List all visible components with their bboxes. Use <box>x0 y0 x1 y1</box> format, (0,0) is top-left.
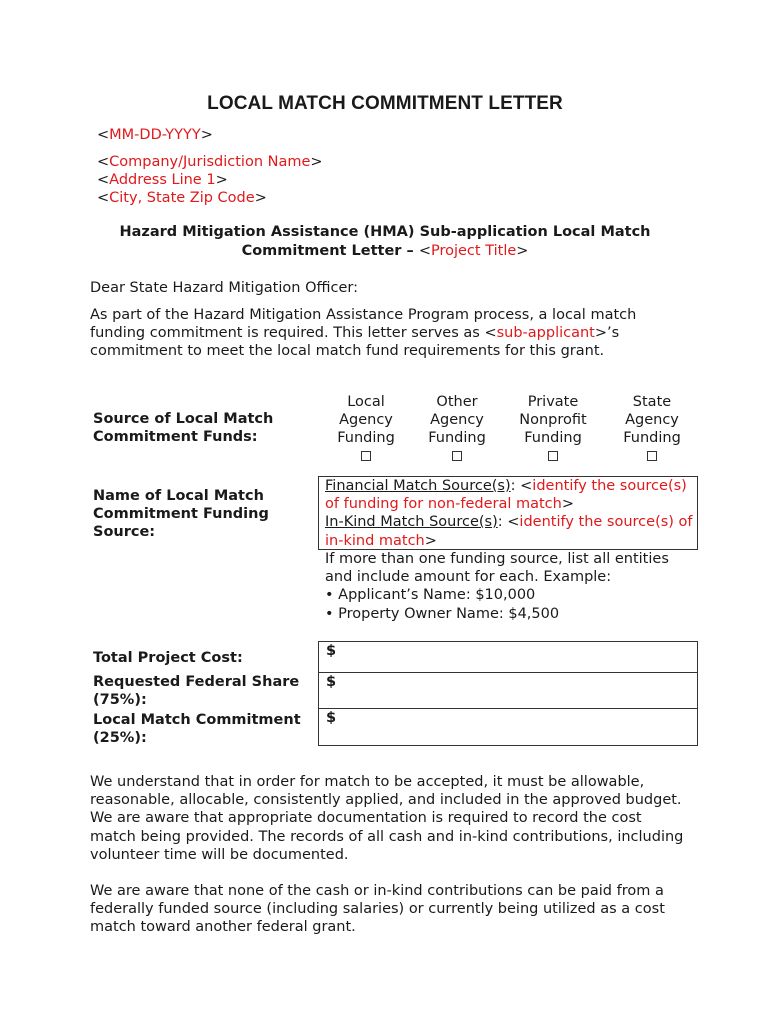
local-match-value: $ <box>326 710 337 726</box>
federal-source-paragraph: We are aware that none of the cash or in-kind contributions can be paid from a federally funded source (including salaries) or currently being utilized as a cost match toward another federal grant. <box>90 883 665 936</box>
option-line: Agency <box>430 412 484 428</box>
federal-share-value: $ <box>326 674 337 690</box>
option-line: Private <box>527 394 579 410</box>
funding-note <box>325 550 695 623</box>
option-line: Funding <box>428 430 486 446</box>
private-nonprofit-checkbox[interactable] <box>548 451 558 461</box>
example-item: • Property Owner Name: $4,500 <box>325 605 560 622</box>
address-city-line: <City, State Zip Code> <box>97 190 267 206</box>
document-title: LOCAL MATCH COMMITMENT LETTER <box>207 93 563 114</box>
option-line: Agency <box>339 412 393 428</box>
other-agency-checkbox[interactable] <box>452 451 462 461</box>
federal-share-label: Requested Federal Share (75%): <box>93 674 300 708</box>
option-line: Local <box>347 394 385 410</box>
option-line: Funding <box>524 430 582 446</box>
allowable-paragraph: We understand that in order for match to be accepted, it must be allowable, reasonable, allocable, consistently applied, and included in the approved budget. We are aware that appropriate documentation is required to record the cost match being provided. The records of all cash and in-kind contributions, including volunteer time will be documented. <box>90 774 684 863</box>
financial-source-label: Financial Match Source(s) <box>325 478 511 494</box>
total-cost-field[interactable] <box>318 641 698 673</box>
name-placeholder[interactable]: Company/Jurisdiction Name <box>109 154 311 170</box>
local-match-label: Local Match Commitment (25%): <box>93 712 301 746</box>
option-state-agency <box>607 393 697 466</box>
source-funds-label: Source of Local Match Commitment Funds: <box>93 411 274 445</box>
option-line: Agency <box>625 412 679 428</box>
option-line: State <box>632 394 672 410</box>
address-line1: <Address Line 1> <box>97 172 228 188</box>
local-match-field[interactable] <box>318 708 698 746</box>
funding-source-label: Name of Local Match Commitment Funding Source: <box>93 488 269 540</box>
local-agency-checkbox[interactable] <box>361 451 371 461</box>
funding-source-text: Financial Match Source(s): <identify the source(s) of funding for non-federal match> In-Kind Match Source(s): <identify the source(s) of in-kind match> <box>325 478 693 549</box>
salutation: Dear State Hazard Mitigation Officer: <box>90 280 358 296</box>
date-line: <MM-DD-YYYY> <box>97 127 213 143</box>
federal-share-field[interactable] <box>318 672 698 709</box>
address-line1-placeholder[interactable]: Address Line 1 <box>109 172 216 188</box>
subject-heading: Hazard Mitigation Assistance (HMA) Sub-application Local Match Commitment Letter – <Project Title> <box>119 224 651 259</box>
inkind-source-placeholder[interactable]: identify the source(s) of in-kind match <box>325 514 693 549</box>
example-item: • Applicant’s Name: $10,000 <box>325 587 536 604</box>
funding-note-text: If more than one funding source, list all entities and include amount for each. Example: <box>325 551 669 586</box>
option-other-agency <box>412 393 502 466</box>
project-title-placeholder[interactable]: Project Title <box>430 243 517 259</box>
city-placeholder[interactable]: City, State Zip Code <box>109 190 255 206</box>
option-line: Other <box>436 394 478 410</box>
option-line: Funding <box>337 430 395 446</box>
option-line: Nonprofit <box>519 412 587 428</box>
option-line: Funding <box>623 430 681 446</box>
total-cost-value: $ <box>326 643 337 659</box>
inkind-source-label: In-Kind Match Source(s) <box>325 514 498 531</box>
date-placeholder[interactable]: MM-DD-YYYY <box>109 127 201 143</box>
subapplicant-placeholder[interactable]: sub-applicant <box>496 325 595 342</box>
intro-paragraph: As part of the Hazard Mitigation Assistance Program process, a local match funding commitment is required. This letter serves as <sub-applicant>’s commitment to meet the local match fund requirements for this grant. <box>90 307 637 360</box>
address-name-line: <Company/Jurisdiction Name> <box>97 154 323 170</box>
state-agency-checkbox[interactable] <box>647 451 657 461</box>
option-private-nonprofit <box>508 393 598 466</box>
financial-source-placeholder[interactable]: identify the source(s) of funding for non-federal match <box>325 478 687 513</box>
total-cost-label: Total Project Cost: <box>93 650 243 666</box>
option-local-agency <box>321 393 411 466</box>
